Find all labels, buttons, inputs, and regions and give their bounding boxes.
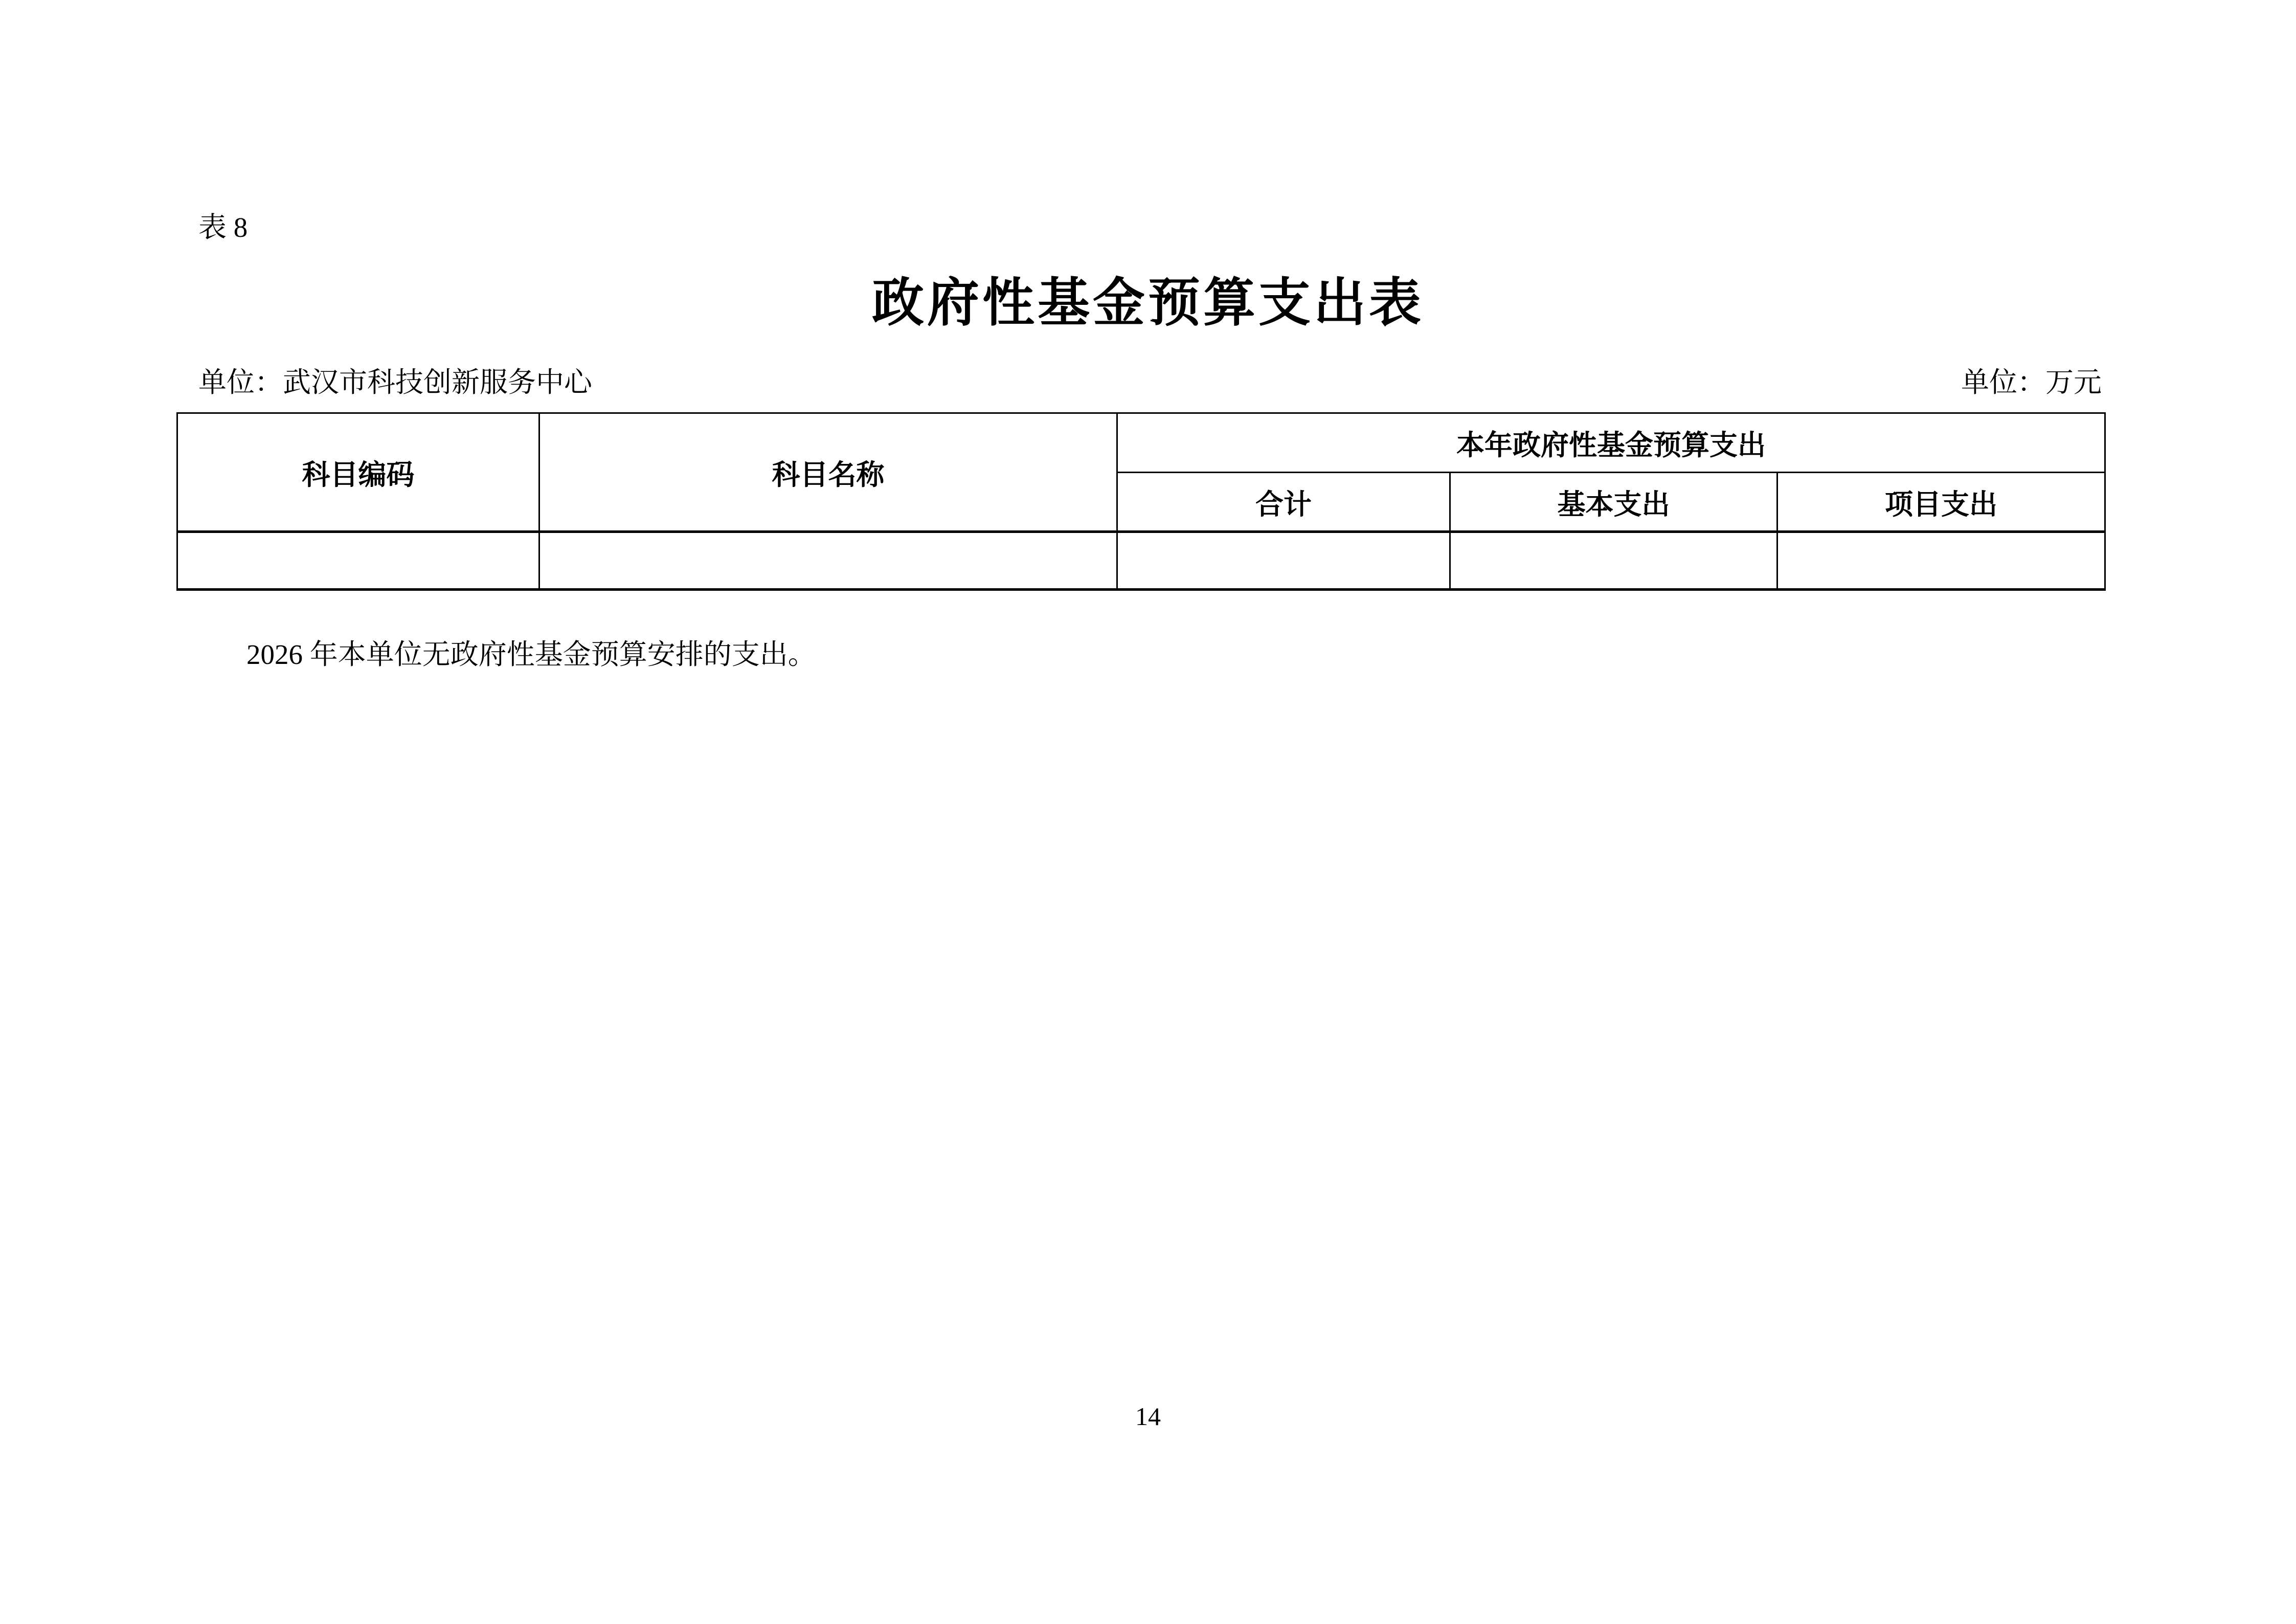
- cell-basic-expenditure: [1450, 532, 1777, 590]
- table-row: [177, 532, 2105, 590]
- header-total: 合计: [1117, 473, 1450, 532]
- page-number: 14: [1135, 1402, 1161, 1431]
- note-text: 2026 年本单位无政府性基金预算安排的支出。: [246, 639, 816, 670]
- header-group-current-year-fund-expenditure: 本年政府性基金预算支出: [1117, 413, 2105, 473]
- cell-project-expenditure: [1777, 532, 2105, 590]
- table-label: 表 8: [198, 212, 248, 243]
- unit-name-label: 单位：武汉市科技创新服务中心: [198, 367, 593, 398]
- header-project-expenditure: 项目支出: [1777, 473, 2105, 532]
- cell-subject-code: [177, 532, 539, 590]
- page-title: 政府性基金预算支出表: [872, 275, 1424, 332]
- budget-table: [176, 412, 2106, 591]
- unit-currency-label: 单位：万元: [1961, 367, 2102, 398]
- header-subject-name: 科目名称: [539, 413, 1117, 532]
- cell-total: [1117, 532, 1450, 590]
- header-subject-code: 科目编码: [177, 413, 539, 532]
- header-basic-expenditure: 基本支出: [1450, 473, 1777, 532]
- header-row-group: [177, 413, 2105, 473]
- cell-subject-name: [539, 532, 1117, 590]
